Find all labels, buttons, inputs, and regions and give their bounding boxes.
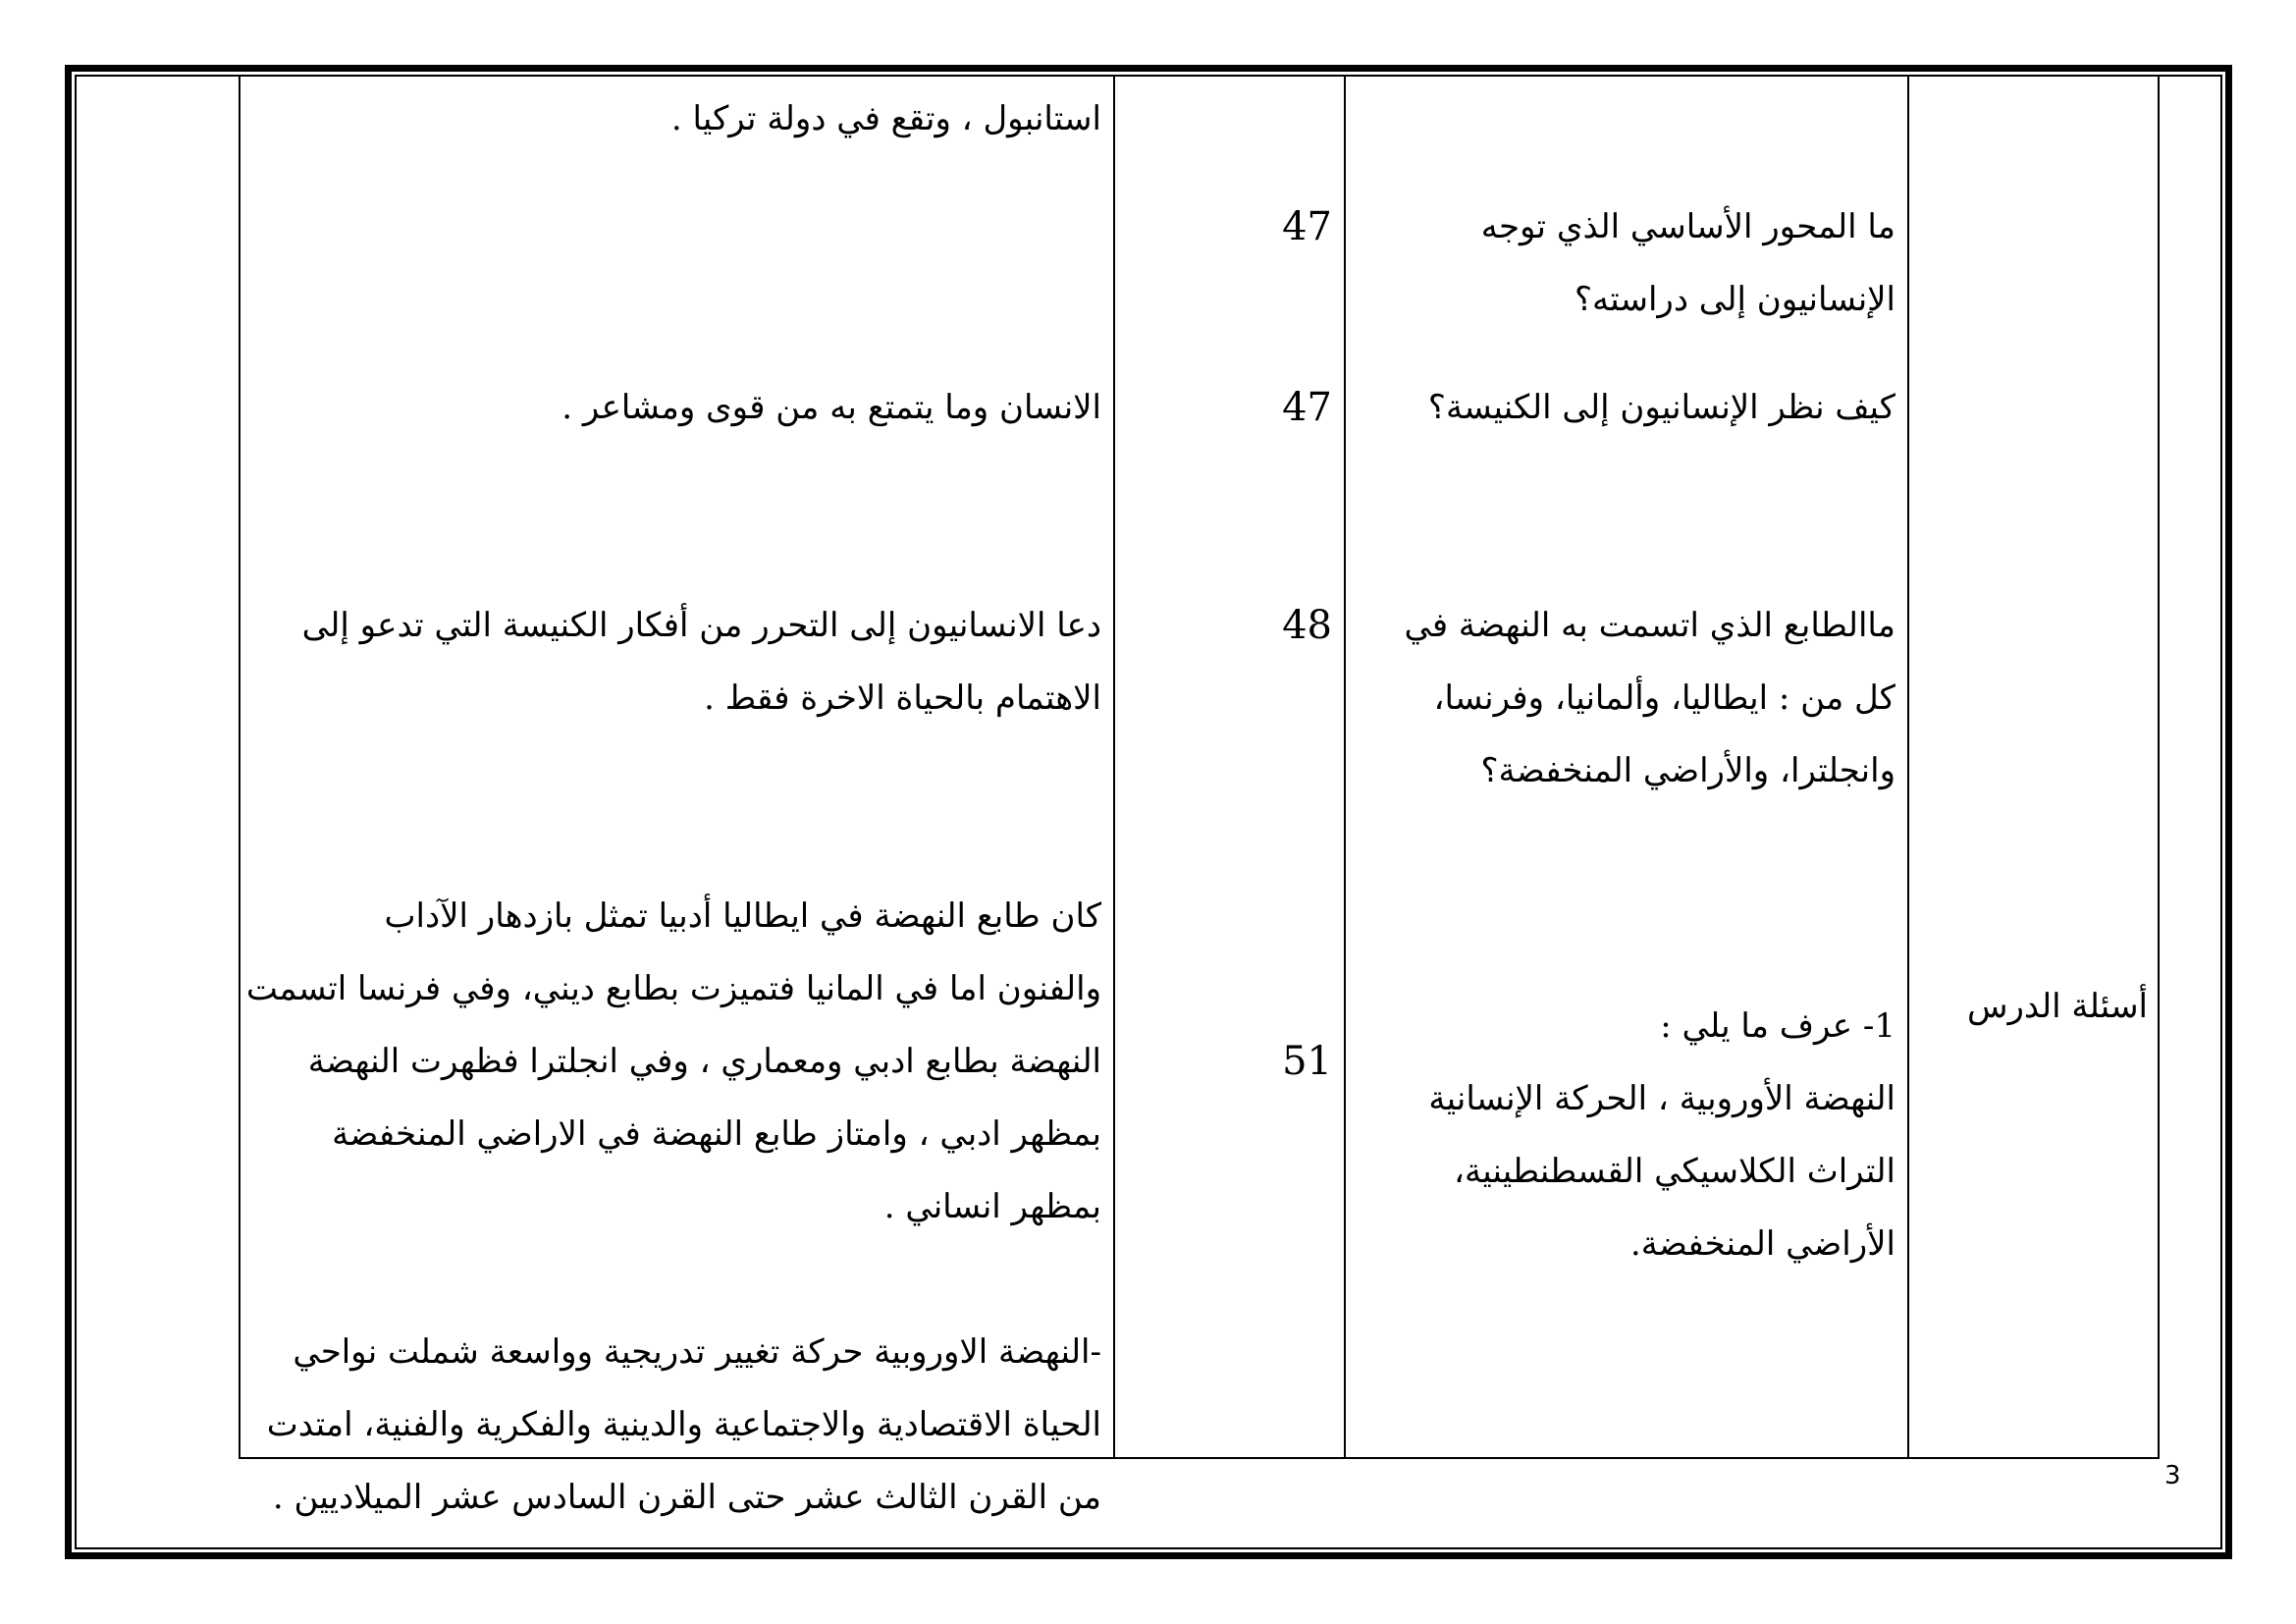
question-1: ما المحور الأساسي الذي توجه الإنسانيون إلى دراسته؟	[1480, 207, 1896, 319]
section-label: أسئلة الدرس	[1966, 987, 2148, 1026]
section-label-cell	[1908, 75, 2159, 1458]
lesson-questions-table	[239, 75, 2160, 1517]
page-ref-4: 51	[1282, 1039, 1332, 1084]
question-3: ماالطابع الذي اتسمت به النهضة في كل من : ايطاليا، وألمانيا، وفرنسا، وانجلترا، والأراضي المنخفضة؟	[1404, 606, 1896, 790]
answer-2: الانسان وما يتمتع به من قوى ومشاعر .	[561, 388, 1101, 427]
answer-3: دعا الانسانيون إلى التحرر من أفكار الكنيسة التي تدعو إلى الاهتمام بالحياة الاخرة فقط .	[301, 606, 1101, 718]
page-number: 3	[2164, 1461, 2181, 1490]
question-4: 1- عرف ما يلي : النهضة الأوروبية ، الحركة الإنسانية التراث الكلاسيكي القسطنطينية، الأراضي المنخفضة.	[1428, 1006, 1896, 1264]
page-ref-3: 48	[1282, 603, 1332, 648]
answers-column	[240, 75, 1114, 1517]
answer-4: كان طابع النهضة في ايطاليا أدبيا تمثل بازدهار الآداب والفنون اما في المانيا فتميزت بطابع ديني، وفي فرنسا اتسمت النهضة بطابع ادبي ومعماري ، وفي انجلترا فظهرت النهضة بمظهر ادبي ، وامتاز طابع النهضة في الاراضي المنخفضة بمظهر انساني .	[245, 896, 1101, 1226]
answer-top: استانبول ، وتقع في دولة تركيا .	[670, 99, 1101, 138]
questions-column	[1345, 75, 1908, 1458]
page-ref-2: 47	[1282, 385, 1332, 430]
answer-final: -النهضة الاوروبية حركة تغيير تدريجية وواسعة شملت نواحي الحياة الاقتصادية والاجتماعية والدينية والفكرية والفنية، امتدت من القرن الثالث عشر حتى القرن السادس عشر الميلاديين .	[266, 1332, 1101, 1517]
page-ref-1: 47	[1282, 204, 1332, 249]
page-ref-column	[1114, 75, 1345, 1458]
question-2: كيف نظر الإنسانيون إلى الكنيسة؟	[1427, 388, 1896, 427]
